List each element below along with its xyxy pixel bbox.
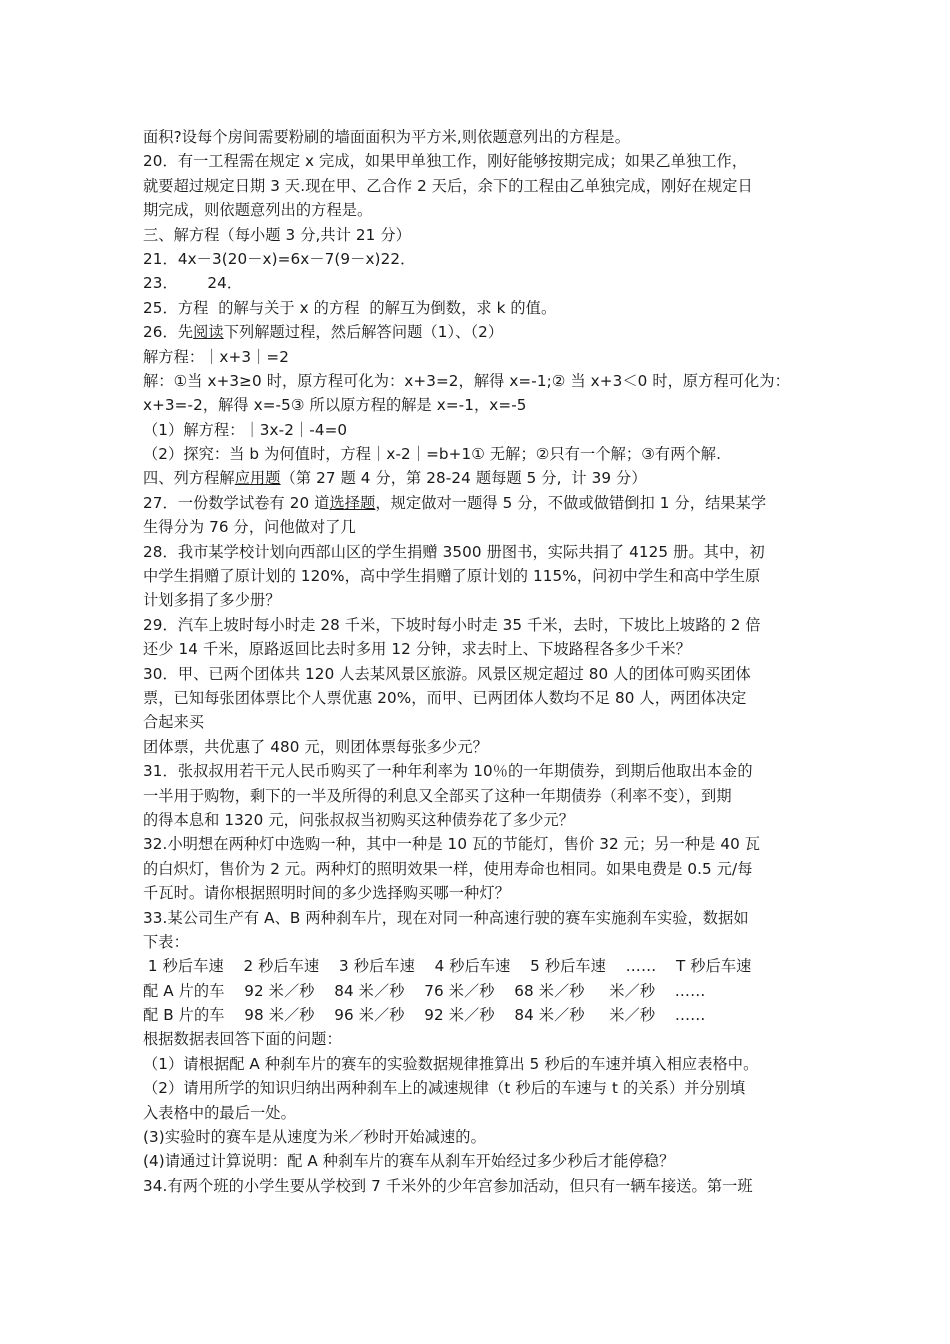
text-segment: 33.某公司生产有 A、B 两种刹车片，现在对同一种高速行驶的赛车实施刹车实验，数据如 bbox=[143, 908, 749, 927]
text-segment: 1 秒后车速 2 秒后车速 3 秒后车速 4 秒后车速 5 秒后车速 …… T 秒后车速 bbox=[143, 957, 752, 976]
text-line bbox=[143, 1052, 808, 1076]
text-segment: 团体票，共优惠了 480 元，则团体票每张多少元？ bbox=[143, 737, 488, 756]
text-line bbox=[143, 588, 808, 612]
text-segment: 入表格中的最后一处。 bbox=[143, 1103, 296, 1122]
text-segment: (3)实验时的赛车是从速度为米／秒时开始减速的。 bbox=[143, 1128, 486, 1147]
text-segment: （1）解方程：｜3x-2｜-4=0 bbox=[143, 420, 348, 439]
text-line bbox=[143, 906, 808, 930]
text-segment: 配 B 片的车 98 米／秒 96 米／秒 92 米／秒 84 米／秒 米／秒 …… bbox=[143, 1006, 706, 1025]
text-segment: 千瓦时。请你根据照明时间的多少选择购买哪一种灯？ bbox=[143, 884, 510, 903]
text-line bbox=[143, 808, 808, 832]
text-line bbox=[143, 759, 808, 783]
text-segment: 解：①当 x+3≥0 时，原方程可化为：x+3=2，解得 x=-1;② 当 x+3＜0 时，原方程可化为： bbox=[143, 371, 790, 390]
text-segment: 面积?设每个房间需要粉刷的墙面面积为平方米,则依题意列出的方程是。 bbox=[143, 128, 631, 146]
text-segment: 的得本息和 1320 元，问张叔叔当初购买这种债券花了多少元？ bbox=[143, 810, 575, 829]
text-segment: 中学生捐赠了原计划的 120%，高中学生捐赠了原计划的 115%，问初中学生和高中学生原 bbox=[143, 567, 761, 586]
text-line bbox=[143, 149, 808, 173]
text-line bbox=[143, 686, 808, 710]
text-line bbox=[143, 345, 808, 369]
text-segment: 票，已知每张团体票比个人票优惠 20%，而甲、已两团体人数均不足 80 人，两团体决定 bbox=[143, 688, 747, 707]
text-line bbox=[143, 1003, 808, 1027]
text-segment: 计划多捐了多少册？ bbox=[143, 591, 281, 610]
text-line bbox=[143, 1076, 808, 1100]
text-line bbox=[143, 857, 808, 881]
text-line bbox=[143, 735, 808, 759]
text-segment: (4)请通过计算说明：配 A 种刹车片的赛车从刹车开始经过多少秒后才能停稳？ bbox=[143, 1152, 675, 1171]
text-segment: 还少 14 千米，原路返回比去时多用 12 分钟，求去时上、下坡路程各多少千米？ bbox=[143, 640, 691, 659]
text-segment: （1）请根据配 A 种刹车片的赛车的实验数据规律推算出 5 秒后的车速并填入相应表格中。 bbox=[143, 1054, 759, 1073]
text-line bbox=[143, 466, 808, 490]
text-line bbox=[143, 1101, 808, 1125]
text-segment: 26．先 bbox=[143, 323, 194, 342]
text-line bbox=[143, 1125, 808, 1149]
text-segment: （第 27 题 4 分，第 28-24 题每题 5 分, 计 39 分） bbox=[280, 469, 647, 488]
text-line bbox=[143, 125, 808, 149]
text-segment: 29．汽车上坡时每小时走 28 千米，下坡时每小时走 35 千米，去时，下坡比上坡路的 2 倍 bbox=[143, 615, 761, 634]
text-segment: （2）请用所学的知识归纳出两种刹车上的减速规律（t 秒后的车速与 t 的关系）并分别填 bbox=[143, 1079, 746, 1098]
underlined-term: 阅读 bbox=[193, 323, 224, 342]
text-line bbox=[143, 198, 808, 222]
text-segment: 一半用于购物，剩下的一半及所得的利息又全部买了这种一年期债券（利率不变），到期 bbox=[143, 786, 732, 805]
text-line bbox=[143, 442, 808, 466]
text-line bbox=[143, 491, 808, 515]
text-line bbox=[143, 271, 808, 295]
text-line bbox=[143, 1174, 808, 1198]
text-line bbox=[143, 710, 808, 734]
text-line bbox=[143, 247, 808, 271]
text-segment: 合起来买 bbox=[143, 713, 205, 732]
text-segment: 32.小明想在两种灯中选购一种，其中一种是 10 瓦的节能灯，售价 32 元；另一种是 40 瓦 bbox=[143, 835, 761, 854]
text-segment: 31．张叔叔用若干元人民币购买了一种年利率为 10％的一年期债券，到期后他取出本金的 bbox=[143, 762, 753, 781]
text-segment: 28．我市某学校计划向西部山区的学生捐赠 3500 册图书，实际共捐了 4125 册。其中，初 bbox=[143, 542, 765, 561]
text-segment: 下表： bbox=[143, 932, 189, 951]
text-line bbox=[143, 223, 808, 247]
text-line bbox=[143, 418, 808, 442]
text-segment: 期完成，则依题意列出的方程是。 bbox=[143, 201, 373, 220]
text-line bbox=[143, 930, 808, 954]
text-line bbox=[143, 1149, 808, 1173]
text-line bbox=[143, 1027, 808, 1051]
text-line bbox=[143, 369, 808, 393]
text-segment: x+3=-2，解得 x=-5③ 所以原方程的解是 x=-1，x=-5 bbox=[143, 396, 527, 415]
text-segment: 25．方程 的解与关于 x 的方程 的解互为倒数，求 k 的值。 bbox=[143, 298, 557, 317]
text-segment: 21．4x－3(20－x)=6x－7(9－x)22． bbox=[143, 249, 416, 268]
underlined-term: 应用题 bbox=[234, 469, 281, 488]
text-line bbox=[143, 320, 808, 344]
text-segment: 23． 24． bbox=[143, 274, 243, 293]
text-line bbox=[143, 954, 808, 978]
text-segment: 30．甲、已两个团体共 120 人去某风景区旅游。风景区规定超过 80 人的团体可购买团体 bbox=[143, 664, 751, 683]
text-line bbox=[143, 613, 808, 637]
text-segment: 20．有一工程需在规定 x 完成，如果甲单独工作，刚好能够按期完成；如果乙单独工作， bbox=[143, 152, 748, 171]
text-line bbox=[143, 979, 808, 1003]
text-line bbox=[143, 540, 808, 564]
text-line bbox=[143, 564, 808, 588]
text-segment: ，规定做对一题得 5 分，不做或做错倒扣 1 分，结果某学 bbox=[375, 493, 767, 512]
text-line bbox=[143, 393, 808, 417]
text-line bbox=[143, 174, 808, 198]
text-segment: 27．一份数学试卷有 20 道 bbox=[143, 493, 330, 512]
text-line bbox=[143, 296, 808, 320]
text-line bbox=[143, 832, 808, 856]
text-segment: 34.有两个班的小学生要从学校到 7 千米外的少年宫参加活动，但只有一辆车接送。第一班 bbox=[143, 1176, 753, 1195]
text-segment: （2）探究：当 b 为何值时，方程｜x-2｜=b+1① 无解；②只有一个解；③有两个解. bbox=[143, 445, 721, 464]
text-line bbox=[143, 637, 808, 661]
text-segment: 的白炽灯，售价为 2 元。两种灯的照明效果一样，使用寿命也相同。如果电费是 0.5 元/每 bbox=[143, 859, 753, 878]
text-segment: 三、解方程（每小题 3 分,共计 21 分） bbox=[143, 225, 411, 244]
text-segment: 解方程：｜x+3｜=2 bbox=[143, 347, 289, 366]
text-segment: 就要超过规定日期 3 天.现在甲、乙合作 2 天后，余下的工程由乙单独完成，刚好在规定日 bbox=[143, 176, 753, 195]
text-segment: 配 A 片的车 92 米／秒 84 米／秒 76 米／秒 68 米／秒 米／秒 …… bbox=[143, 981, 706, 1000]
document-body bbox=[143, 125, 808, 1198]
text-segment: 根据数据表回答下面的问题： bbox=[143, 1030, 342, 1049]
text-segment: 下列解题过程，然后解答问题（1）、（2） bbox=[223, 323, 504, 342]
text-line bbox=[143, 881, 808, 905]
text-line bbox=[143, 515, 808, 539]
text-line bbox=[143, 784, 808, 808]
underlined-term: 选择题 bbox=[329, 493, 376, 512]
text-segment: 生得分为 76 分，问他做对了几 bbox=[143, 518, 356, 537]
text-segment: 四、列方程解 bbox=[143, 469, 235, 488]
text-line bbox=[143, 662, 808, 686]
